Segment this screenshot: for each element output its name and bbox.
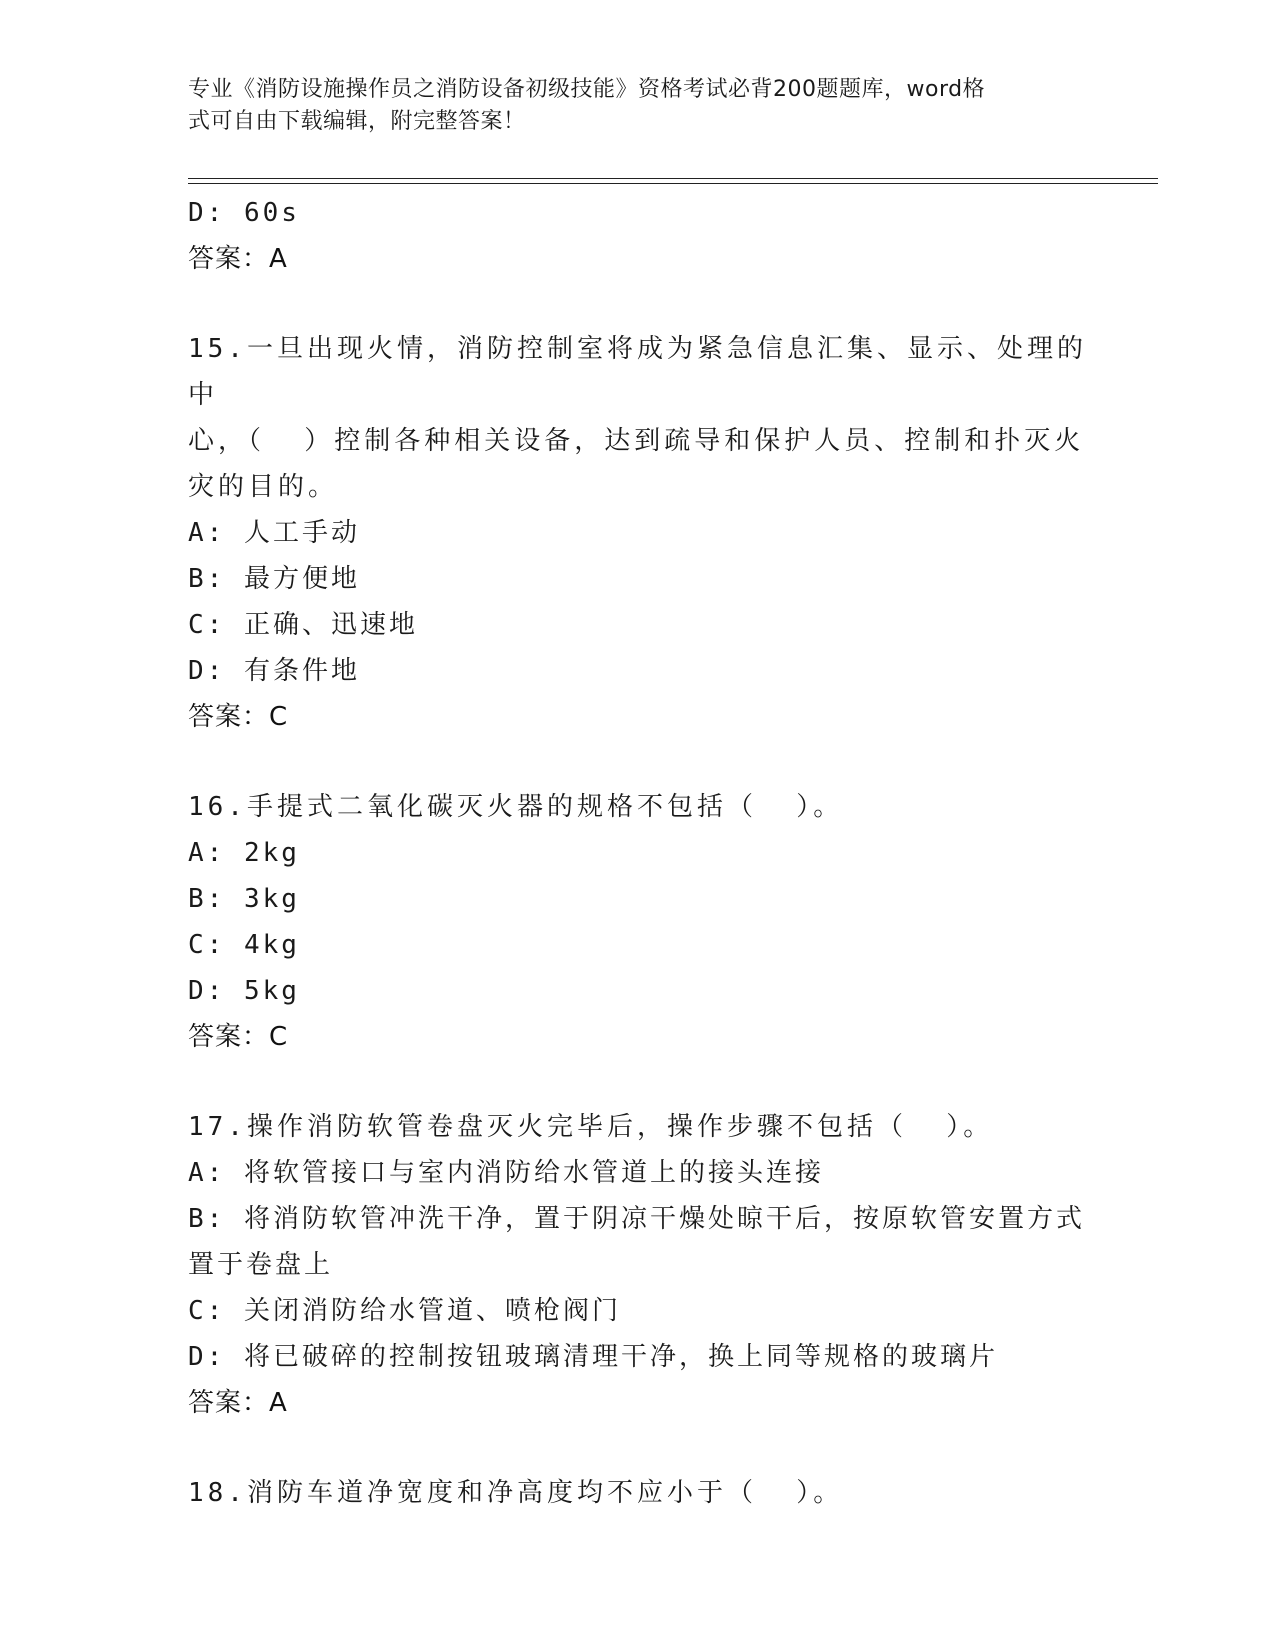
question-text: 18.消防车道净宽度和净高度均不应小于（ ）。 xyxy=(188,1478,844,1508)
option-b: B: 3kg xyxy=(188,884,300,914)
option-b: B: 将消防软管冲洗干净，置于阴凉干燥处晾干后，按原软管安置方式 xyxy=(188,1204,1085,1234)
answer: 答案：C xyxy=(188,702,289,732)
header-rule-top xyxy=(188,178,1158,179)
option-d: D: 60s xyxy=(188,198,300,228)
question-16 xyxy=(188,784,1088,1060)
option-c: C: 关闭消防给水管道、喷枪阀门 xyxy=(188,1296,621,1326)
spacer xyxy=(188,1426,1088,1470)
question-text: 灾的目的。 xyxy=(188,472,339,502)
question-text: 心，（ ）控制各种相关设备，达到疏导和保护人员、控制和扑灭火 xyxy=(188,426,1085,456)
spacer xyxy=(188,740,1088,784)
option-c: C: 4kg xyxy=(188,930,300,960)
question-text: 15.一旦出现火情，消防控制室将成为紧急信息汇集、显示、处理的中 xyxy=(188,334,1087,410)
answer: 答案：A xyxy=(188,1388,288,1418)
answer: 答案：C xyxy=(188,1022,289,1052)
option-b: B: 最方便地 xyxy=(188,564,360,594)
question-17 xyxy=(188,1104,1088,1426)
option-a: A: 人工手动 xyxy=(188,518,360,548)
option-d: D: 5kg xyxy=(188,976,300,1006)
question-list xyxy=(188,190,1088,1516)
question-14-tail xyxy=(188,190,1088,282)
question-text: 16.手提式二氧化碳灭火器的规格不包括（ ）。 xyxy=(188,792,844,822)
question-text: 17.操作消防软管卷盘灭火完毕后，操作步骤不包括（ ）。 xyxy=(188,1112,994,1142)
spacer xyxy=(188,1060,1088,1104)
option-b-continued: 置于卷盘上 xyxy=(188,1250,334,1280)
header-line-1: 专业《消防设施操作员之消防设备初级技能》资格考试必背200题题库，word格 xyxy=(188,77,986,102)
question-18 xyxy=(188,1470,1088,1516)
spacer xyxy=(188,282,1088,326)
option-a: A: 2kg xyxy=(188,838,300,868)
header-rule-bottom xyxy=(188,183,1158,184)
answer: 答案：A xyxy=(188,244,288,274)
option-a: A: 将软管接口与室内消防给水管道上的接头连接 xyxy=(188,1158,824,1188)
option-c: C: 正确、迅速地 xyxy=(188,610,418,640)
question-15 xyxy=(188,326,1088,740)
header-line-2: 式可自由下载编辑，附完整答案！ xyxy=(188,109,526,134)
option-d: D: 将已破碎的控制按钮玻璃清理干净，换上同等规格的玻璃片 xyxy=(188,1342,998,1372)
document-header xyxy=(188,74,1068,138)
option-d: D: 有条件地 xyxy=(188,656,360,686)
